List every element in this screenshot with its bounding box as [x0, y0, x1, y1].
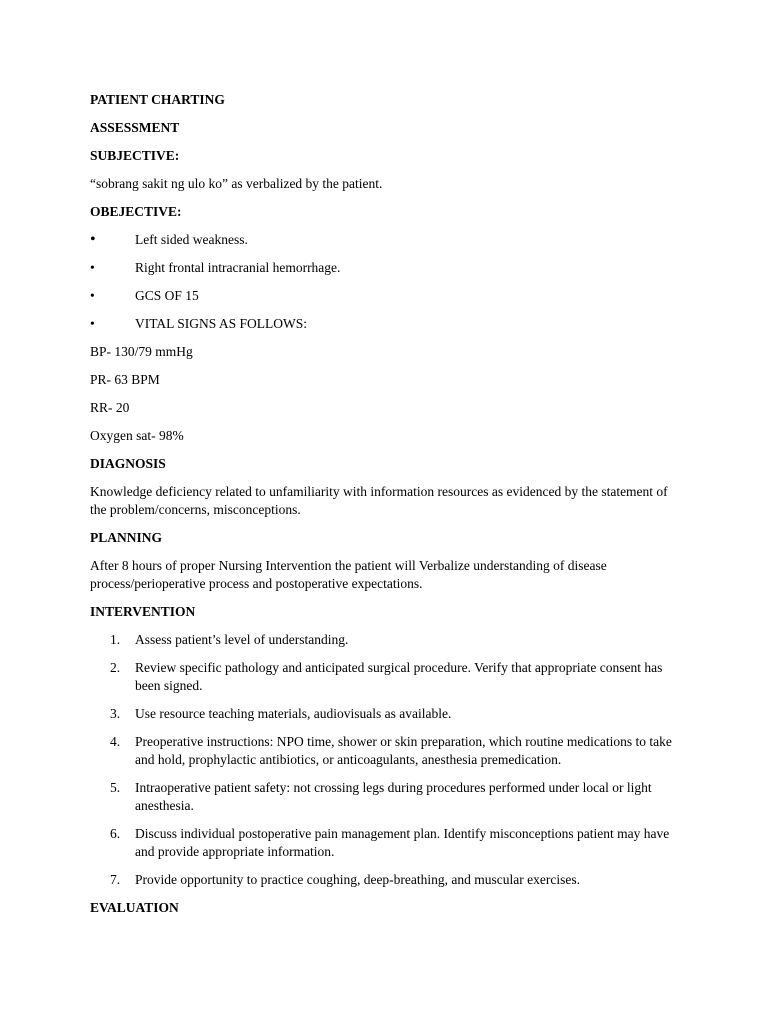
intervention-item	[90, 659, 680, 695]
vital-oxygen-sat: Oxygen sat- 98%	[90, 428, 184, 443]
objective-item	[90, 315, 680, 333]
intervention-text: Provide opportunity to practice coughing, deep-breathing, and muscular exercises.	[135, 872, 580, 887]
bullet-icon: •	[90, 231, 96, 248]
subjective-heading: SUBJECTIVE:	[90, 148, 180, 163]
intervention-number: 5.	[110, 780, 121, 795]
intervention-text: Preoperative instructions: NPO time, shower or skin preparation, which routine medications to take and hold, prophylactic antibiotics, or anticoagulants, anesthesia premedication.	[135, 734, 672, 767]
diagnosis-heading: DIAGNOSIS	[90, 456, 166, 471]
intervention-item	[90, 631, 680, 649]
objective-item-text: Right frontal intracranial hemorrhage.	[135, 260, 341, 275]
intervention-text: Assess patient’s level of understanding.	[135, 632, 349, 647]
planning-text: After 8 hours of proper Nursing Intervention the patient will Verbalize understanding of disease process/perioperative process and postoperative expectations.	[90, 558, 607, 591]
intervention-number: 2.	[110, 660, 121, 675]
bullet-icon: •	[90, 288, 95, 303]
intervention-number: 4.	[110, 734, 121, 749]
intervention-item	[90, 871, 680, 889]
intervention-item	[90, 733, 680, 769]
objective-item-text: Left sided weakness.	[135, 232, 248, 247]
bullet-icon: •	[90, 260, 95, 275]
document-title: PATIENT CHARTING	[90, 92, 225, 107]
vital-pr: PR- 63 BPM	[90, 372, 160, 387]
assessment-heading: ASSESSMENT	[90, 120, 180, 135]
objective-heading: OBEJECTIVE:	[90, 204, 182, 219]
objective-item	[90, 287, 680, 305]
bullet-icon: •	[90, 316, 95, 331]
intervention-number: 7.	[110, 872, 121, 887]
planning-heading: PLANNING	[90, 530, 163, 545]
intervention-text: Intraoperative patient safety: not crossing legs during procedures performed under local or light anesthesia.	[135, 780, 652, 813]
intervention-text: Review specific pathology and anticipated surgical procedure. Verify that appropriate consent has been signed.	[135, 660, 663, 693]
intervention-item	[90, 825, 680, 861]
intervention-text: Use resource teaching materials, audiovisuals as available.	[135, 706, 452, 721]
intervention-number: 3.	[110, 706, 121, 721]
intervention-item	[90, 705, 680, 723]
intervention-heading: INTERVENTION	[90, 604, 196, 619]
intervention-number: 6.	[110, 826, 121, 841]
intervention-number: 1.	[110, 632, 121, 647]
document-content	[90, 91, 680, 927]
vital-bp: BP- 130/79 mmHg	[90, 344, 193, 359]
evaluation-heading: EVALUATION	[90, 900, 179, 915]
objective-item-text: GCS OF 15	[135, 288, 199, 303]
objective-item	[90, 259, 680, 277]
objective-item-text: VITAL SIGNS AS FOLLOWS:	[135, 316, 308, 331]
diagnosis-text: Knowledge deficiency related to unfamiliarity with information resources as evidenced by the statement of the problem/concerns, misconceptions.	[90, 484, 668, 517]
intervention-text: Discuss individual postoperative pain management plan. Identify misconceptions patient may have and provide appropriate information.	[135, 826, 670, 859]
intervention-item	[90, 779, 680, 815]
vital-rr: RR- 20	[90, 400, 130, 415]
objective-item	[90, 231, 680, 249]
subjective-text: “sobrang sakit ng ulo ko” as verbalized by the patient.	[90, 176, 383, 191]
